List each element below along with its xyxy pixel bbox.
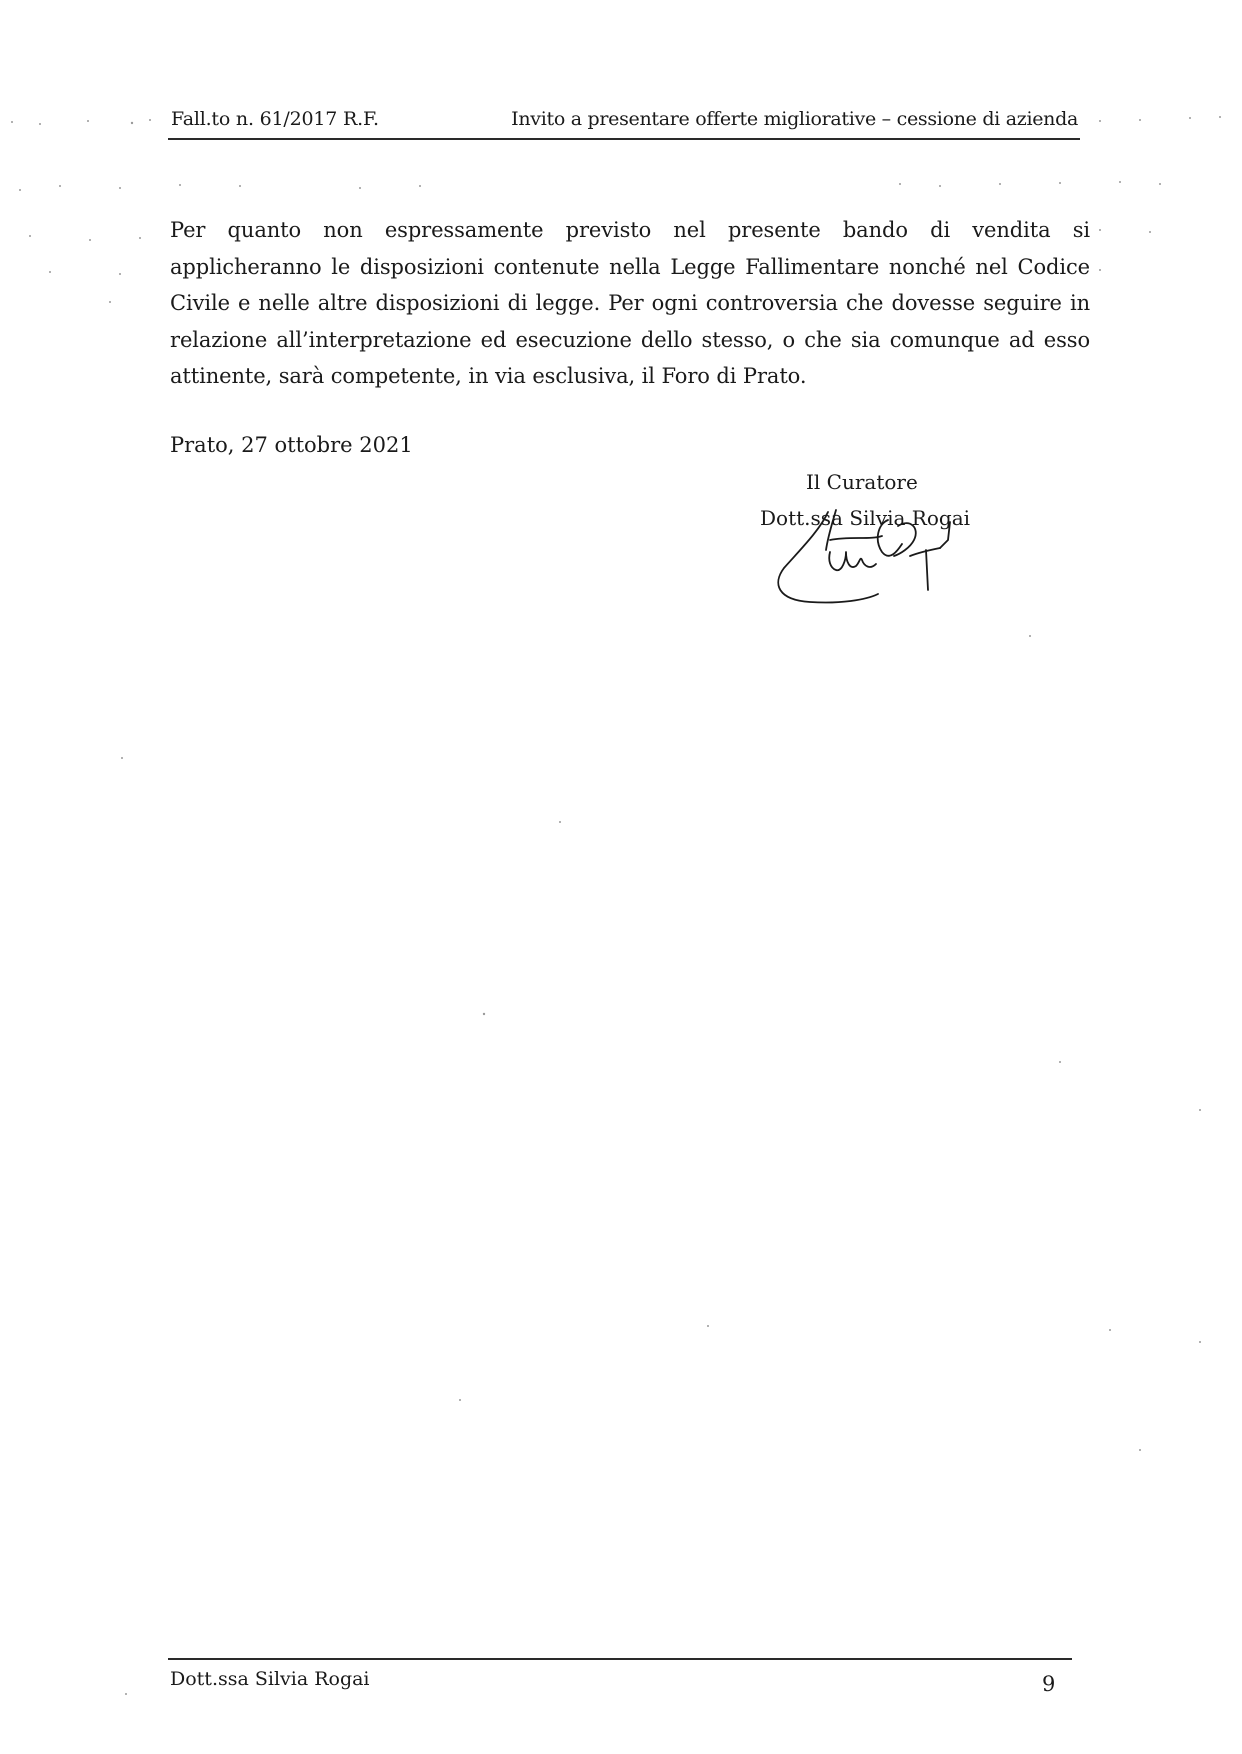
handwritten-signature xyxy=(770,500,970,610)
body-paragraph: Per quanto non espressamente previsto nel presente bando di vendita si applicheranno le disposizioni contenute nella Legge Fallimentare nonché nel Codice Civile e nelle altre disposizioni di legge. Per ogni controversia che dovesse seguire in relazione all’interpretazione ed esecuzione dello stesso, o che sia comunque ad esso attinente, sarà competente, in via esclusiva, il Foro di Prato. xyxy=(170,218,1090,388)
document-title: Invito a presentare offerte migliorative – cessione di azienda xyxy=(511,108,1078,130)
signatory-name: Dott.ssa Silvia Rogai xyxy=(760,506,971,530)
footer-author: Dott.ssa Silvia Rogai xyxy=(170,1668,370,1690)
date-line: Prato, 27 ottobre 2021 xyxy=(170,433,413,457)
signatory-role: Il Curatore xyxy=(806,470,918,494)
signature-block xyxy=(760,470,990,620)
header-divider xyxy=(168,138,1080,140)
case-reference: Fall.to n. 61/2017 R.F. xyxy=(171,108,379,130)
footer-divider xyxy=(168,1658,1072,1660)
page-number: 9 xyxy=(1042,1672,1056,1696)
page-header xyxy=(168,106,1078,138)
